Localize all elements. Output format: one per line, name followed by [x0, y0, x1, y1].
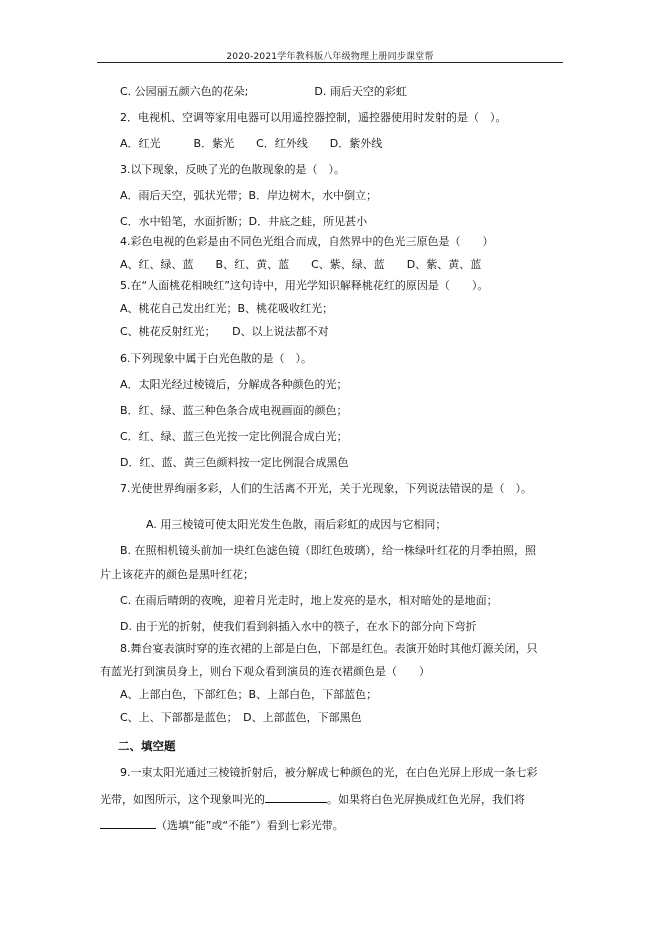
- q6-option-b: B．红、绿、蓝三种色条合成电视画面的颜色；: [120, 404, 348, 417]
- q4-options: A、红、绿、蓝 B、红、黄、蓝 C、紫、绿、蓝 D、紫、黄、蓝: [120, 258, 482, 271]
- q5-option-ab: A、桃花自己发出红光；B、桃花吸收红光；: [120, 302, 334, 315]
- q6-option-d: D．红、蓝、黄三色颜料按一定比例混合成黑色: [120, 456, 349, 469]
- q6-option-c: C．红、绿、蓝三色光按一定比例混合成白光；: [120, 430, 348, 443]
- q9-line1: 9.一束太阳光通过三棱镜折射后，被分解成七种颜色的光，在白色光屏上形成一条七彩: [120, 766, 538, 779]
- q5-option-cd: C、桃花反射红光； D、以上说法都不对: [120, 325, 329, 338]
- q7-option-c: C. 在雨后晴朗的夜晚，迎着月光走时，地上发亮的是水，相对暗处的是地面；: [120, 594, 498, 607]
- q9-line3-text: （选填“能”或“不能”）看到七彩光带。: [156, 819, 344, 832]
- q2-stem: 2．电视机、空调等家用电器可以用遥控器控制，遥控器使用时发射的是（ ）。: [120, 111, 507, 124]
- answer-blank-2[interactable]: [100, 818, 156, 829]
- q9-line3: [100, 818, 344, 833]
- q7-stem: 7.光使世界绚丽多彩，人们的生活离不开光，关于光现象，下列说法错误的是（ ）。: [120, 482, 532, 495]
- q3-stem: 3.以下现象，反映了光的色散现象的是（ ）。: [120, 163, 345, 176]
- q3-option-ab: A．雨后天空，弧状光带；B．岸边树木，水中倒立；: [120, 189, 378, 202]
- section-title-fill-in: 二、填空题: [118, 739, 176, 753]
- q7-option-b-line1: B. 在照相机镜头前加一块红色滤色镜（即红色玻璃），给一株绿叶红花的月季拍照，照: [120, 544, 537, 557]
- q8-stem-line1: 8.舞台宴表演时穿的连衣裙的上部是白色，下部是红色。表演开始时其他灯源关闭，只: [120, 642, 538, 655]
- q9-line2-text-b: 。如果将白色光屏换成红色光屏，我们将: [327, 793, 525, 806]
- q8-stem-line2: 有蓝光打到演员身上，则台下观众看到演员的连衣裙颜色是（ ）: [100, 665, 430, 678]
- q4-stem: 4.彩色电视的色彩是由不同色光组合而成，自然界中的色光三原色是（ ）: [120, 235, 494, 248]
- q3-option-cd: C．水中铅笔，水面折断；D．井底之蛙，所见甚小: [120, 215, 368, 228]
- q8-option-cd: C、上、下部都是蓝色； D、上部蓝色，下部黑色: [120, 711, 362, 724]
- q6-option-a: A．太阳光经过棱镜后，分解成各种颜色的光；: [120, 378, 348, 391]
- q2-options: A．红光 B．紫光 C．红外线 D．紫外线: [120, 137, 383, 150]
- page-header: 2020-2021学年教科版八年级物理上册同步课堂帮: [226, 52, 434, 62]
- q6-stem: 6.下列现象中属于白光色散的是（ ）。: [120, 352, 312, 365]
- q7-option-a: A. 用三棱镜可使太阳光发生色散，雨后彩虹的成因与它相同；: [146, 518, 447, 531]
- q5-stem: 5.在“人面桃花相映红”这句诗中，用光学知识解释桃花红的原因是（ ）。: [120, 279, 489, 292]
- q7-option-d: D. 由于光的折射，使我们看到斜插入水中的筷子，在水下的部分向下弯折: [120, 620, 477, 633]
- q9-line2: [100, 792, 525, 807]
- q7-option-b-line2: 片上该花卉的颜色是黑叶红花；: [100, 568, 254, 581]
- answer-blank-1[interactable]: [265, 792, 327, 803]
- q8-option-ab: A、上部白色，下部红色；B、上部白色，下部蓝色；: [120, 688, 378, 701]
- q1-option-cd: C. 公园丽五颜六色的花朵; D. 雨后天空的彩虹: [120, 85, 407, 98]
- q9-line2-text-a: 光带，如图所示，这个现象叫光的: [100, 793, 265, 806]
- header-divider: [97, 62, 563, 63]
